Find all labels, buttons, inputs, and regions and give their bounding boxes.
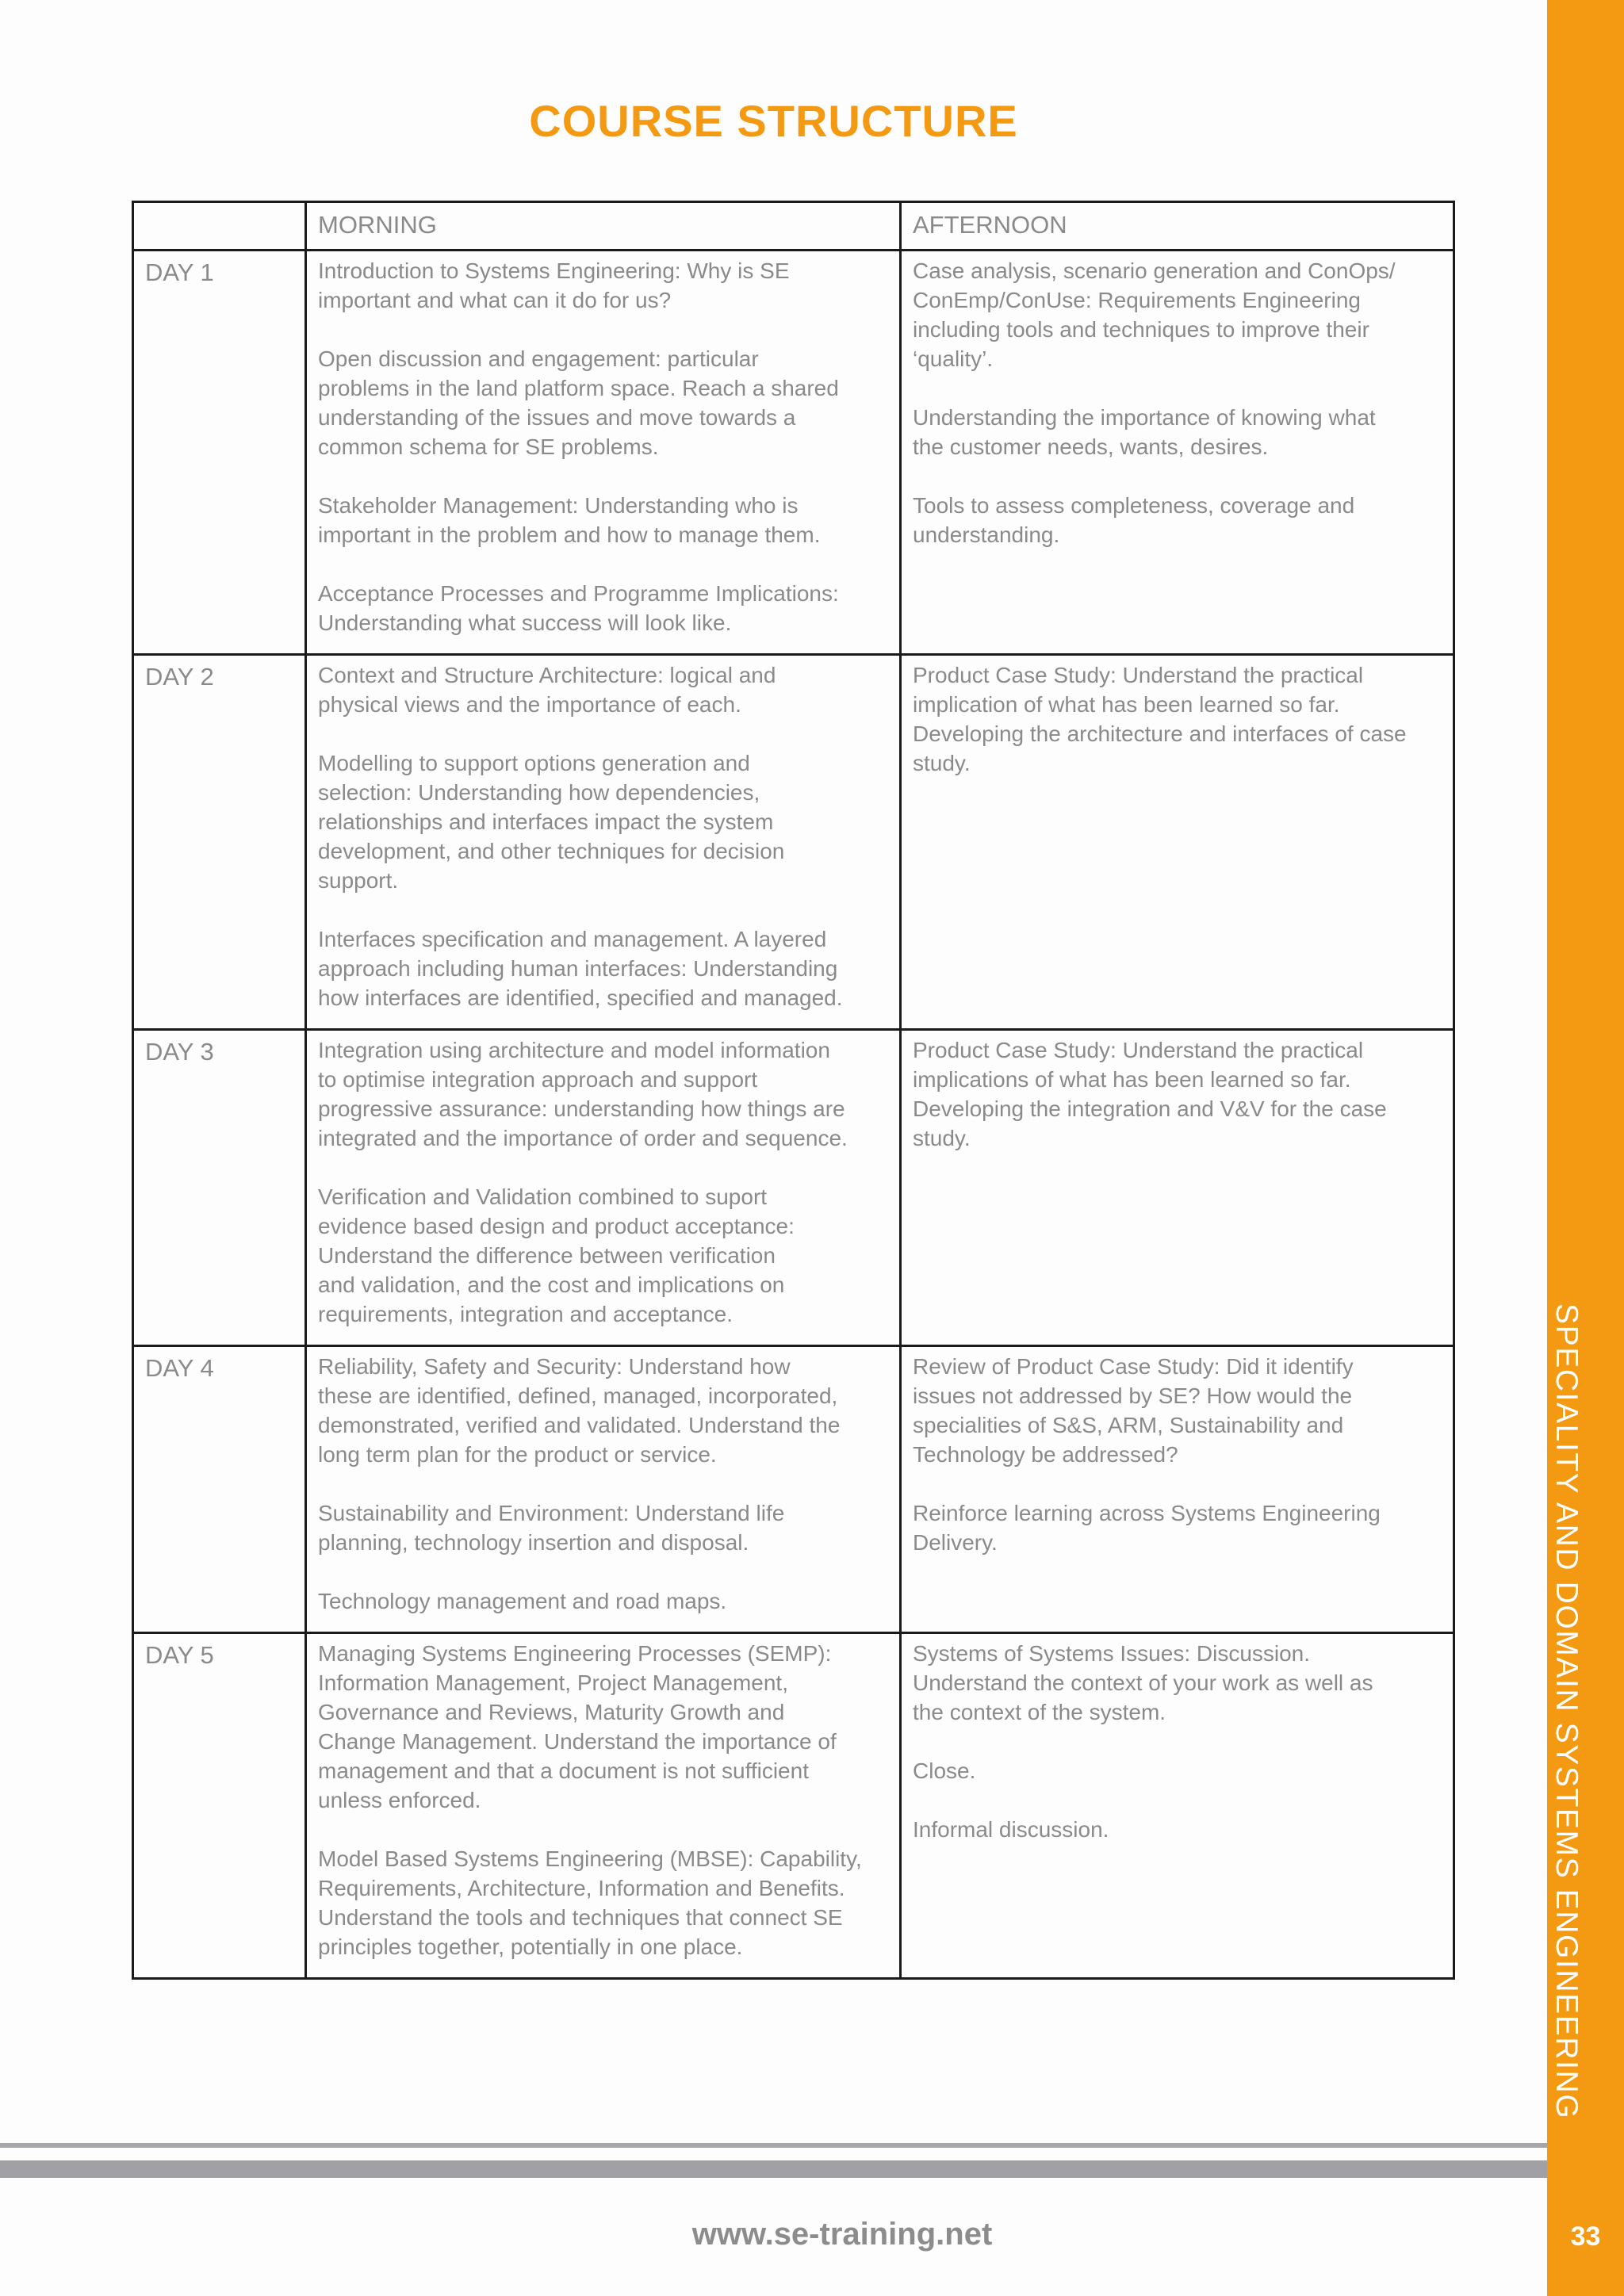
course-structure-table: [132, 201, 1455, 1980]
afternoon-paragraph: Informal discussion.: [913, 1817, 1109, 1842]
morning-paragraph: Reliability, Safety and Security: Understand how these are identified, defined, managed, incorporated, demonstrated, verified and validated. Understand the long term plan for the product or service.: [318, 1354, 841, 1467]
sidebar-title: SPECIALITY AND DOMAIN SYSTEMS ENGINEERING: [1549, 1303, 1584, 2120]
day-label-cell: DAY 1: [133, 251, 306, 655]
morning-cell: [306, 1346, 901, 1633]
morning-cell: [306, 1030, 901, 1346]
morning-paragraph: Technology management and road maps.: [318, 1589, 727, 1613]
day-label-cell: DAY 5: [133, 1633, 306, 1979]
afternoon-paragraph: Product Case Study: Understand the practical implication of what has been learned so far. Developing the architecture and interfaces of case study.: [913, 663, 1407, 775]
morning-paragraph: Context and Structure Architecture: logical and physical views and the importance of each.: [318, 663, 776, 717]
afternoon-paragraph: Review of Product Case Study: Did it identify issues not addressed by SE? How would the specialities of S&S, ARM, Sustainability and Technology be addressed?: [913, 1354, 1354, 1467]
morning-cell: [306, 1633, 901, 1979]
footer-divider-thick: [0, 2160, 1547, 2178]
afternoon-paragraph: Systems of Systems Issues: Discussion. Understand the context of your work as well as the context of the system.: [913, 1641, 1373, 1724]
table-row: [133, 1346, 1454, 1633]
table-row: [133, 1633, 1454, 1979]
day-label-cell: DAY 3: [133, 1030, 306, 1346]
morning-paragraph: Interfaces specification and management. A layered approach including human interfaces: Understanding how interfaces are identified, specified and managed.: [318, 927, 843, 1010]
morning-paragraph: Introduction to Systems Engineering: Why is SE important and what can it do for us?: [318, 258, 790, 312]
morning-paragraph: Model Based Systems Engineering (MBSE): Capability, Requirements, Architecture, Information and Benefits. Understand the tools and techniques that connect SE principles together, potentially in one place.: [318, 1846, 862, 1959]
afternoon-cell: [901, 655, 1454, 1030]
afternoon-cell: [901, 1346, 1454, 1633]
header-day-cell: [133, 202, 306, 251]
table-row: [133, 251, 1454, 655]
day-label-cell: DAY 4: [133, 1346, 306, 1633]
afternoon-paragraph: Case analysis, scenario generation and ConOps/ ConEmp/ConUse: Requirements Engineering including tools and techniques to improve their ‘quality’.: [913, 258, 1396, 371]
afternoon-paragraph: Close.: [913, 1758, 976, 1783]
morning-paragraph: Integration using architecture and model information to optimise integration approach and support progressive assurance: understanding how things are integrated and the importance of order and sequence.: [318, 1038, 848, 1150]
header-afternoon-cell: AFTERNOON: [901, 202, 1454, 251]
table-row: [133, 655, 1454, 1030]
morning-paragraph: Acceptance Processes and Programme Implications: Understanding what success will look like.: [318, 581, 839, 635]
morning-paragraph: Managing Systems Engineering Processes (SEMP): Information Management, Project Management, Governance and Reviews, Maturity Growth and Change Management. Understand the importance of management and that a document is not sufficient unless enforced.: [318, 1641, 837, 1812]
morning-paragraph: Modelling to support options generation and selection: Understanding how dependencies, relationships and interfaces impact the system development, and other techniques for decision support.: [318, 751, 785, 893]
page-title: COURSE STRUCTURE: [529, 96, 1018, 146]
page-number: 33: [1570, 2221, 1601, 2252]
morning-cell: [306, 251, 901, 655]
morning-paragraph: Open discussion and engagement: particular problems in the land platform space. Reach a shared understanding of the issues and move towards a common schema for SE problems.: [318, 346, 839, 459]
afternoon-paragraph: Understanding the importance of knowing what the customer needs, wants, desires.: [913, 405, 1376, 459]
table-row: [133, 1030, 1454, 1346]
morning-cell: [306, 655, 901, 1030]
day-label-cell: DAY 2: [133, 655, 306, 1030]
footer-website-link[interactable]: www.se-training.net: [691, 2217, 993, 2252]
afternoon-cell: [901, 1633, 1454, 1979]
morning-paragraph: Verification and Validation combined to suport evidence based design and product acceptance: Understand the difference between verification and validation, and the cost and implications on requirements, integration and acceptance.: [318, 1184, 795, 1326]
afternoon-paragraph: Reinforce learning across Systems Engineering Delivery.: [913, 1501, 1381, 1555]
table-header-row: [133, 202, 1454, 251]
afternoon-paragraph: Tools to assess completeness, coverage and understanding.: [913, 493, 1355, 547]
footer-divider-thin: [0, 2143, 1547, 2148]
morning-paragraph: Sustainability and Environment: Understand life planning, technology insertion and disposal.: [318, 1501, 785, 1555]
morning-paragraph: Stakeholder Management: Understanding who is important in the problem and how to manage them.: [318, 493, 821, 547]
header-morning-cell: MORNING: [306, 202, 901, 251]
afternoon-cell: [901, 1030, 1454, 1346]
afternoon-paragraph: Product Case Study: Understand the practical implications of what has been learned so far. Developing the integration and V&V for the case study.: [913, 1038, 1387, 1150]
afternoon-cell: [901, 251, 1454, 655]
